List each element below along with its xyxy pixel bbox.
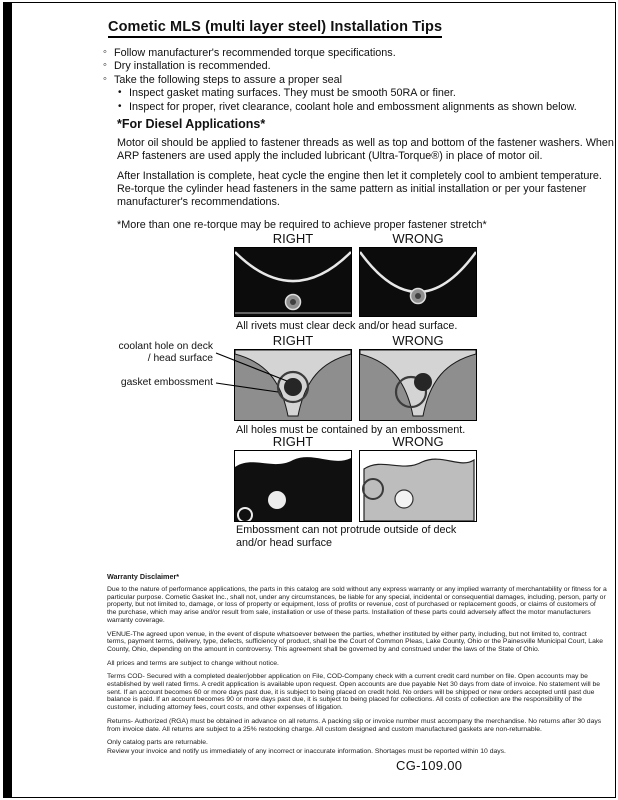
coolant-hole xyxy=(268,491,286,509)
open-bullet-icon xyxy=(103,46,107,59)
page-title: Cometic MLS (multi layer steel) Installation Tips xyxy=(108,19,442,38)
sub-list xyxy=(118,87,603,114)
disclaimer-paragraph: VENUE-The agreed upon venue, in the event of dispute whatsoever between the parties, whether instituted by either party, including, but not limited to, contract terms, payment terms, delivery, type, defects, sufficiency of product, shall be the Court of Common Pleas, Lake County, Ohio or the Painesville Municipal Court, Lake County, Ohio, depending on the amount in controversy. This agreement shall be governed by and construed under the laws of the State of Ohio. xyxy=(107,630,604,653)
tip-text: Inspect gasket mating surfaces. They must be smooth 50RA or finer. xyxy=(129,87,456,100)
tip-text: Dry installation is recommended. xyxy=(114,60,271,73)
coolant-hole xyxy=(284,378,302,396)
disclaimer-heading: Warranty Disclaimer* xyxy=(107,572,180,581)
warranty-disclaimer-section xyxy=(107,572,607,762)
open-bullet-icon xyxy=(103,73,107,86)
wrong-label-row2: WRONG xyxy=(392,333,444,348)
row2-caption: All holes must be contained by an embossment. xyxy=(236,424,466,436)
wrong-label-row1: WRONG xyxy=(392,231,444,246)
disclaimer-paragraph: Returns- Authorized (RGA) must be obtained in advance on all returns. A packing slip or invoice number must accompany the merchandise. No returns after 30 days from invoice date. All returns are subject to a 25% restocking charge. All custom designed and custom manufactured gaskets are non-returnable. xyxy=(107,717,602,733)
list-item xyxy=(118,101,603,114)
right-label-row1: RIGHT xyxy=(272,231,314,246)
paragraph: Motor oil should be applied to fastener threads as well as top and bottom of the fastener washers. When ARP fasteners are used apply the included lubricant (Ultra-Torque®) in place of motor oil. xyxy=(117,137,614,162)
protrusion-wrong-diagram xyxy=(359,450,477,522)
protrusion-wrong-image xyxy=(360,451,476,521)
open-bullet-icon xyxy=(103,59,107,72)
page-number: CG-109.00 xyxy=(396,758,463,773)
hole-contained-right-image xyxy=(235,350,351,420)
filled-bullet-icon xyxy=(118,86,122,99)
disclaimer-paragraph: Terms COD- Secured with a completed dealer/jobber application on File, COD-Company check with a current credit card number on file. Open accounts may be established by well rated firms. A credit application is available upon request. Open accounts are due payable Net 30 days from date of invoice. No statement will be sent. If an account becomes 60 or more days past due, it is subject to being placed on credit hold. No orders will be shipped or new orders accepted until past due balance is paid. If an account becomes 90 or more days past due, it is subject to being placed for collections. All costs of collection are the responsibility of the customer, including attorney fees, court costs, and other expenses of litigation. xyxy=(107,673,601,712)
tip-text: Follow manufacturer's recommended torque specifications. xyxy=(114,47,396,59)
rivet-wrong-diagram xyxy=(359,247,477,317)
disclaimer-paragraph: Only catalog parts are returnable. xyxy=(107,739,208,747)
hole-contained-wrong-image xyxy=(360,350,476,420)
right-label-row3: RIGHT xyxy=(272,434,314,449)
rivet-clearance-right-image xyxy=(235,248,351,316)
row3-caption: Embossment can not protrude outside of deck and/or head surface xyxy=(236,524,457,549)
diesel-applications-section xyxy=(117,118,618,239)
coolant-hole xyxy=(414,373,432,391)
rivet-center xyxy=(415,293,421,299)
tip-text: Inspect for proper, rivet clearance, coolant hole and embossment alignments as shown below. xyxy=(129,100,577,113)
retorque-note: *More than one re-torque may be required to achieve proper fastener stretch* xyxy=(117,219,487,231)
installation-tips-list xyxy=(103,47,603,114)
rivet-clearance-wrong-image xyxy=(360,248,476,316)
section-heading: *For Diesel Applications* xyxy=(117,117,266,131)
rivet-right-diagram xyxy=(234,247,352,317)
protrusion-right-diagram xyxy=(234,450,352,522)
deck-edge-shape xyxy=(235,457,351,521)
tip-text: Take the following steps to assure a proper seal xyxy=(114,73,343,86)
deck-edge-shape xyxy=(364,459,474,521)
rivet-center xyxy=(290,299,296,305)
wrong-label-row3: WRONG xyxy=(392,434,444,449)
paragraph: After Installation is complete, heat cycle the engine then let it completely cool to ambient temperature. Re-torque the cylinder head fasteners in the same pattern as initial installation or per your fastener manufacturer's recommendations. xyxy=(117,170,602,208)
row1-caption: All rivets must clear deck and/or head surface. xyxy=(236,320,458,332)
disclaimer-paragraph: Review your invoice and notify us immediately of any incorrect or inaccurate information. Shortages must be reported within 10 days. xyxy=(107,747,506,755)
coolant-hole xyxy=(395,490,413,508)
disclaimer-paragraph: All prices and terms are subject to change without notice. xyxy=(107,659,279,667)
embossment-wrong-diagram xyxy=(359,349,477,421)
list-item xyxy=(103,60,603,73)
list-item xyxy=(103,74,603,87)
right-label-row2: RIGHT xyxy=(272,333,314,348)
embossment-right-diagram xyxy=(234,349,352,421)
list-item xyxy=(103,47,603,60)
disclaimer-paragraph: Due to the nature of performance applications, the parts in this catalog are sold without any express warranty or any implied warranty of merchantability or fitness for a particular purpose. Cometic Gasket Inc., shall not, under any circumstances, be liable for any special, incidental or consequential damages, including, person, party or property, but not limited to, damage, or loss of property or equipment, loss of profits or revenue, cost of purchased or replacement goods, or claims of customers of the purchase, which may arise and/or result from sale, installation or use of these parts. Installation of these parts could adversely affect the motor manufacturers warranty coverage. xyxy=(107,586,607,624)
list-item xyxy=(118,87,603,100)
protrusion-right-image xyxy=(235,451,351,521)
filled-bullet-icon xyxy=(118,100,122,113)
coolant-hole-callout: coolant hole on deck / head surface xyxy=(118,341,213,365)
gasket-embossment-callout: gasket embossment xyxy=(120,377,213,388)
